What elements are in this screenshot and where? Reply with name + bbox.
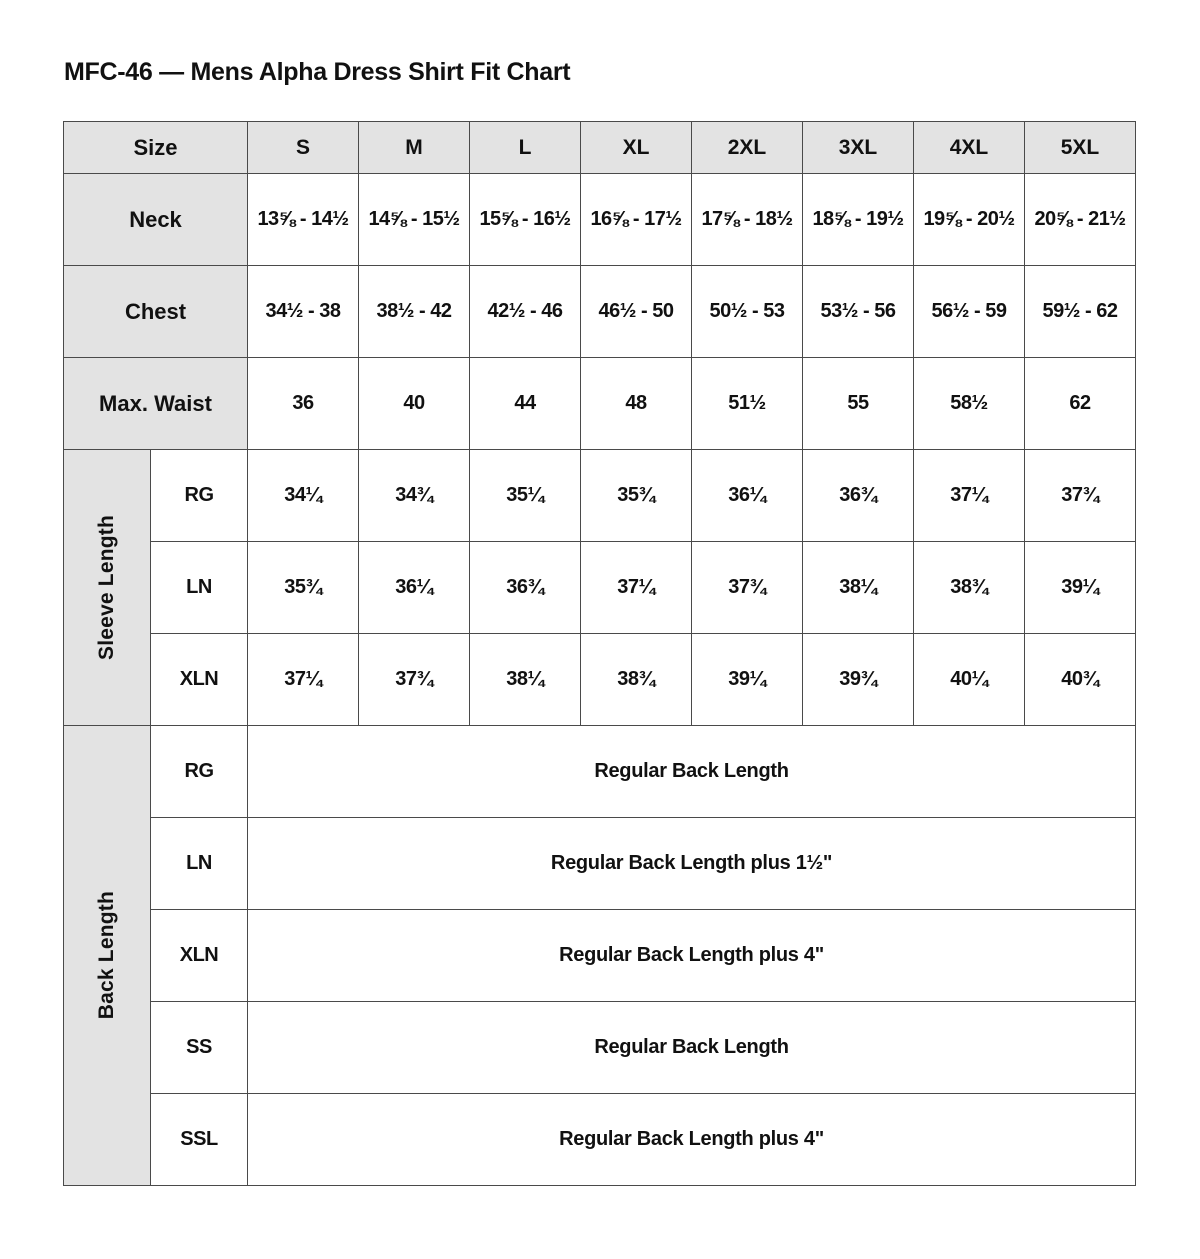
data-cell: 34½ - 38 xyxy=(248,266,359,358)
column-header-4xl: 4XL xyxy=(914,122,1025,174)
back-rg-row xyxy=(64,726,1136,818)
data-cell: 20⅝ - 21½ xyxy=(1025,174,1136,266)
data-cell: 39¼ xyxy=(1025,542,1136,634)
sub-row-label-ss: SS xyxy=(151,1002,248,1094)
data-cell: 40¼ xyxy=(914,634,1025,726)
row-label-neck: Neck xyxy=(64,174,248,266)
data-cell: 18⅝ - 19½ xyxy=(803,174,914,266)
data-cell: 37¾ xyxy=(692,542,803,634)
data-cell: 59½ - 62 xyxy=(1025,266,1136,358)
data-cell: 53½ - 56 xyxy=(803,266,914,358)
data-cell: 39¾ xyxy=(803,634,914,726)
data-cell: 35¾ xyxy=(581,450,692,542)
back-xln-row xyxy=(64,910,1136,1002)
data-cell: 56½ - 59 xyxy=(914,266,1025,358)
sub-row-label-ln: LN xyxy=(151,818,248,910)
data-cell: 38¼ xyxy=(803,542,914,634)
sleeve-xln-row xyxy=(64,634,1136,726)
data-cell: 37¾ xyxy=(1025,450,1136,542)
sub-row-label-rg: RG xyxy=(151,450,248,542)
data-cell: 34¾ xyxy=(359,450,470,542)
sleeve-length-vertical-label: Sleeve Length xyxy=(95,515,118,660)
sleeve-rg-row xyxy=(64,450,1136,542)
column-header-m: M xyxy=(359,122,470,174)
data-cell: 51½ xyxy=(692,358,803,450)
back-ssl-row xyxy=(64,1094,1136,1186)
column-header-2xl: 2XL xyxy=(692,122,803,174)
data-cell: 16⅝ - 17½ xyxy=(581,174,692,266)
data-cell: 37¼ xyxy=(914,450,1025,542)
size-header-cell: Size xyxy=(64,122,248,174)
data-cell: 19⅝ - 20½ xyxy=(914,174,1025,266)
data-cell: 38¾ xyxy=(581,634,692,726)
group-label-back-length xyxy=(64,726,151,1186)
data-cell: 36¼ xyxy=(692,450,803,542)
group-label-sleeve-length xyxy=(64,450,151,726)
data-cell: 37¼ xyxy=(581,542,692,634)
data-cell: 44 xyxy=(470,358,581,450)
data-cell: 62 xyxy=(1025,358,1136,450)
back-length-text: Regular Back Length xyxy=(248,1002,1136,1094)
sub-row-label-ssl: SSL xyxy=(151,1094,248,1186)
data-cell: 17⅝ - 18½ xyxy=(692,174,803,266)
back-length-text: Regular Back Length plus 4" xyxy=(248,1094,1136,1186)
data-cell: 34¼ xyxy=(248,450,359,542)
data-cell: 36¼ xyxy=(359,542,470,634)
back-length-text: Regular Back Length xyxy=(248,726,1136,818)
data-cell: 13⅝ - 14½ xyxy=(248,174,359,266)
back-ln-row xyxy=(64,818,1136,910)
data-cell: 40 xyxy=(359,358,470,450)
data-cell: 36 xyxy=(248,358,359,450)
data-cell: 46½ - 50 xyxy=(581,266,692,358)
data-cell: 15⅝ - 16½ xyxy=(470,174,581,266)
back-ss-row xyxy=(64,1002,1136,1094)
column-header-xl: XL xyxy=(581,122,692,174)
row-label-max-waist: Max. Waist xyxy=(64,358,248,450)
back-length-vertical-label: Back Length xyxy=(95,891,118,1020)
back-length-text: Regular Back Length plus 1½" xyxy=(248,818,1136,910)
column-header-5xl: 5XL xyxy=(1025,122,1136,174)
column-header-3xl: 3XL xyxy=(803,122,914,174)
data-cell: 40¾ xyxy=(1025,634,1136,726)
data-cell: 48 xyxy=(581,358,692,450)
data-cell: 58½ xyxy=(914,358,1025,450)
data-cell: 14⅝ - 15½ xyxy=(359,174,470,266)
data-cell: 42½ - 46 xyxy=(470,266,581,358)
sub-row-label-xln: XLN xyxy=(151,634,248,726)
header-row xyxy=(64,122,1136,174)
data-cell: 39¼ xyxy=(692,634,803,726)
data-cell: 35¼ xyxy=(470,450,581,542)
column-header-s: S xyxy=(248,122,359,174)
sub-row-label-rg: RG xyxy=(151,726,248,818)
page-title: MFC-46 — Mens Alpha Dress Shirt Fit Chart xyxy=(64,58,571,86)
data-cell: 50½ - 53 xyxy=(692,266,803,358)
neck-row xyxy=(64,174,1136,266)
sub-row-label-xln: XLN xyxy=(151,910,248,1002)
column-header-l: L xyxy=(470,122,581,174)
data-cell: 36¾ xyxy=(803,450,914,542)
max-waist-row xyxy=(64,358,1136,450)
fit-chart-table xyxy=(63,121,1136,1186)
data-cell: 38½ - 42 xyxy=(359,266,470,358)
sleeve-ln-row xyxy=(64,542,1136,634)
data-cell: 38¾ xyxy=(914,542,1025,634)
data-cell: 37¼ xyxy=(248,634,359,726)
data-cell: 38¼ xyxy=(470,634,581,726)
data-cell: 55 xyxy=(803,358,914,450)
data-cell: 36¾ xyxy=(470,542,581,634)
data-cell: 37¾ xyxy=(359,634,470,726)
row-label-chest: Chest xyxy=(64,266,248,358)
back-length-text: Regular Back Length plus 4" xyxy=(248,910,1136,1002)
sub-row-label-ln: LN xyxy=(151,542,248,634)
data-cell: 35¾ xyxy=(248,542,359,634)
chest-row xyxy=(64,266,1136,358)
